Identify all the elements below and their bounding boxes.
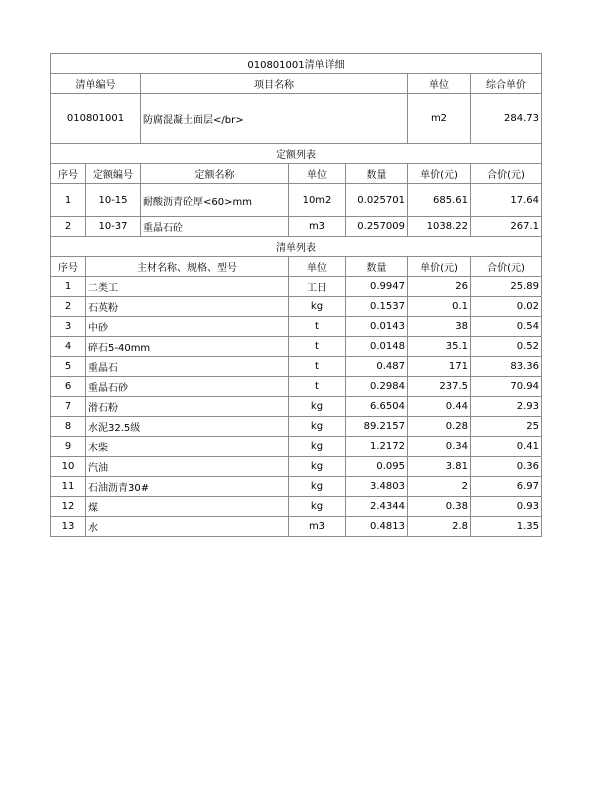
material-no: 6	[51, 377, 86, 397]
material-unit: t	[289, 317, 346, 337]
material-unit: kg	[289, 477, 346, 497]
material-name: 重晶石	[86, 357, 289, 377]
mat-col-price: 单价(元)	[408, 257, 471, 277]
material-unit: kg	[289, 417, 346, 437]
mat-col-qty: 数量	[346, 257, 408, 277]
material-unit: kg	[289, 437, 346, 457]
quota-qty: 0.025701	[346, 184, 408, 217]
material-no: 11	[51, 477, 86, 497]
material-row	[51, 437, 542, 457]
quota-code: 10-15	[86, 184, 141, 217]
name-header: 项目名称	[141, 74, 408, 94]
material-row	[51, 297, 542, 317]
quota-unit: m3	[289, 217, 346, 237]
material-qty: 0.1537	[346, 297, 408, 317]
material-row	[51, 337, 542, 357]
quota-row	[51, 217, 542, 237]
material-qty: 0.487	[346, 357, 408, 377]
material-name: 重晶石砂	[86, 377, 289, 397]
price-header: 综合单价	[471, 74, 542, 94]
material-qty: 0.0143	[346, 317, 408, 337]
material-unit: 工日	[289, 277, 346, 297]
material-no: 13	[51, 517, 86, 537]
material-no: 1	[51, 277, 86, 297]
material-price: 0.34	[408, 437, 471, 457]
materials-header-row	[51, 257, 542, 277]
material-price: 35.1	[408, 337, 471, 357]
material-qty: 1.2172	[346, 437, 408, 457]
material-no: 4	[51, 337, 86, 357]
material-unit: kg	[289, 397, 346, 417]
material-price: 2.8	[408, 517, 471, 537]
header-row	[51, 74, 542, 94]
material-no: 9	[51, 437, 86, 457]
material-name: 木柴	[86, 437, 289, 457]
material-name: 水泥32.5级	[86, 417, 289, 437]
material-no: 8	[51, 417, 86, 437]
quota-name: 耐酸沥青砼厚<60>mm	[141, 184, 289, 217]
material-qty: 0.095	[346, 457, 408, 477]
material-price: 0.1	[408, 297, 471, 317]
material-qty: 89.2157	[346, 417, 408, 437]
material-qty: 0.4813	[346, 517, 408, 537]
material-price: 0.38	[408, 497, 471, 517]
material-total: 1.35	[471, 517, 542, 537]
material-qty: 0.0148	[346, 337, 408, 357]
quota-code: 10-37	[86, 217, 141, 237]
material-no: 10	[51, 457, 86, 477]
material-unit: t	[289, 337, 346, 357]
material-name: 二类工	[86, 277, 289, 297]
material-unit: kg	[289, 497, 346, 517]
material-row	[51, 497, 542, 517]
material-qty: 0.9947	[346, 277, 408, 297]
material-row	[51, 397, 542, 417]
mat-col-unit: 单位	[289, 257, 346, 277]
material-price: 171	[408, 357, 471, 377]
sheet-title: 010801001清单详细	[51, 54, 542, 74]
material-qty: 2.4344	[346, 497, 408, 517]
material-name: 石油沥青30#	[86, 477, 289, 497]
material-name: 中砂	[86, 317, 289, 337]
material-unit: m3	[289, 517, 346, 537]
mat-col-no: 序号	[51, 257, 86, 277]
item-price: 284.73	[471, 94, 542, 144]
material-qty: 3.4803	[346, 477, 408, 497]
material-no: 7	[51, 397, 86, 417]
material-row	[51, 277, 542, 297]
quota-no: 1	[51, 184, 86, 217]
quota-name: 重晶石砼	[141, 217, 289, 237]
material-row	[51, 377, 542, 397]
material-rows	[51, 277, 542, 537]
material-row	[51, 417, 542, 437]
material-total: 0.54	[471, 317, 542, 337]
material-price: 2	[408, 477, 471, 497]
material-row	[51, 317, 542, 337]
material-price: 0.28	[408, 417, 471, 437]
material-no: 3	[51, 317, 86, 337]
material-total: 6.97	[471, 477, 542, 497]
material-total: 0.52	[471, 337, 542, 357]
quota-col-qty: 数量	[346, 164, 408, 184]
bill-detail-sheet	[50, 53, 541, 537]
quota-col-code: 定额编号	[86, 164, 141, 184]
material-total: 70.94	[471, 377, 542, 397]
material-name: 滑石粉	[86, 397, 289, 417]
material-name: 煤	[86, 497, 289, 517]
quota-total: 17.64	[471, 184, 542, 217]
quota-col-no: 序号	[51, 164, 86, 184]
material-unit: t	[289, 357, 346, 377]
item-code: 010801001	[51, 94, 141, 144]
material-qty: 6.6504	[346, 397, 408, 417]
quota-section-row	[51, 144, 542, 164]
quota-no: 2	[51, 217, 86, 237]
material-price: 237.5	[408, 377, 471, 397]
quota-col-unit: 单位	[289, 164, 346, 184]
quota-qty: 0.257009	[346, 217, 408, 237]
bill-detail-table	[50, 53, 542, 537]
material-name: 水	[86, 517, 289, 537]
material-row	[51, 477, 542, 497]
quota-col-total: 合价(元)	[471, 164, 542, 184]
material-price: 3.81	[408, 457, 471, 477]
material-name: 碎石5-40mm	[86, 337, 289, 357]
title-row	[51, 54, 542, 74]
materials-section-title: 清单列表	[51, 237, 542, 257]
materials-section-row	[51, 237, 542, 257]
quota-row	[51, 184, 542, 217]
material-unit: kg	[289, 297, 346, 317]
material-price: 38	[408, 317, 471, 337]
material-price: 26	[408, 277, 471, 297]
material-unit: kg	[289, 457, 346, 477]
quota-price: 685.61	[408, 184, 471, 217]
material-qty: 0.2984	[346, 377, 408, 397]
material-total: 83.36	[471, 357, 542, 377]
material-no: 2	[51, 297, 86, 317]
material-unit: t	[289, 377, 346, 397]
code-header: 清单编号	[51, 74, 141, 94]
material-total: 0.93	[471, 497, 542, 517]
quota-unit: 10m2	[289, 184, 346, 217]
quota-section-title: 定额列表	[51, 144, 542, 164]
unit-header: 单位	[408, 74, 471, 94]
material-price: 0.44	[408, 397, 471, 417]
item-unit: m2	[408, 94, 471, 144]
material-row	[51, 457, 542, 477]
material-row	[51, 517, 542, 537]
material-total: 0.36	[471, 457, 542, 477]
quota-total: 267.1	[471, 217, 542, 237]
quota-col-price: 单价(元)	[408, 164, 471, 184]
material-no: 5	[51, 357, 86, 377]
material-total: 0.41	[471, 437, 542, 457]
quota-price: 1038.22	[408, 217, 471, 237]
material-name: 石英粉	[86, 297, 289, 317]
material-no: 12	[51, 497, 86, 517]
material-total: 2.93	[471, 397, 542, 417]
mat-col-name: 主材名称、规格、型号	[86, 257, 289, 277]
material-row	[51, 357, 542, 377]
material-total: 25	[471, 417, 542, 437]
material-total: 0.02	[471, 297, 542, 317]
material-total: 25.89	[471, 277, 542, 297]
material-name: 汽油	[86, 457, 289, 477]
item-name: 防腐混凝土面层</br>	[141, 94, 408, 144]
quota-col-name: 定额名称	[141, 164, 289, 184]
item-row	[51, 94, 542, 144]
quota-header-row	[51, 164, 542, 184]
mat-col-total: 合价(元)	[471, 257, 542, 277]
